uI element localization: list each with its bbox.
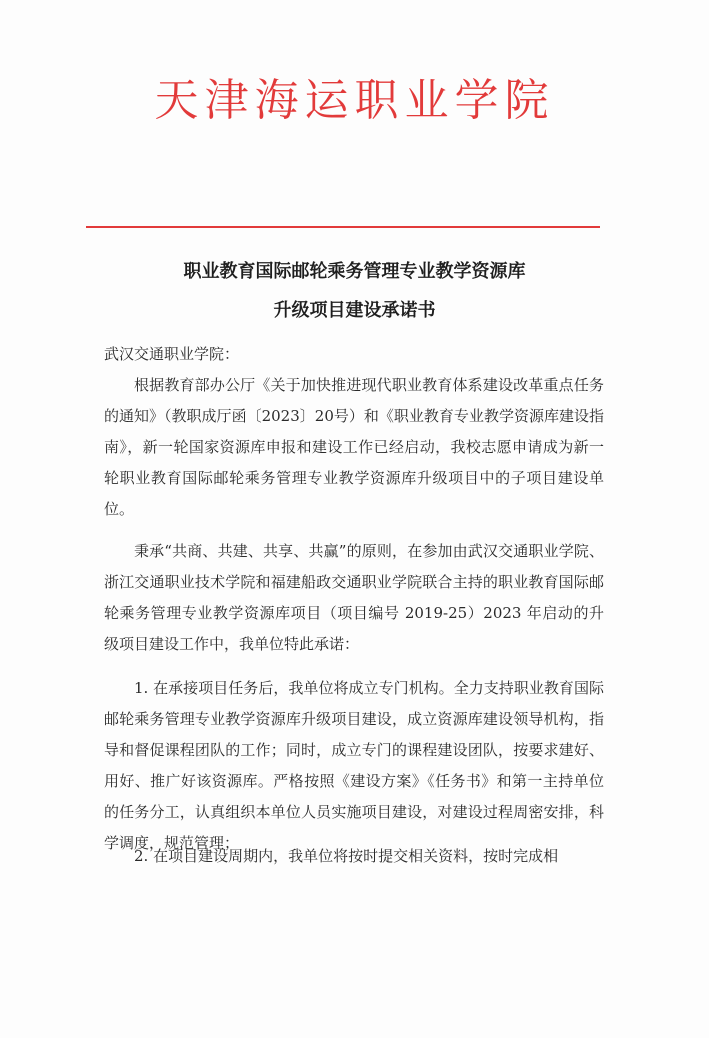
paragraph-commitment-1: 1. 在承接项目任务后，我单位将成立专门机构。全力支持职业教育国际邮轮乘务管理专业教学资源库升级项目建设，成立资源库建设领导机构，指导和督促课程团队的工作；同时，成立专门的课程建设团队，按要求建好、用好、推广好该资源库。严格按照《建设方案》《任务书》和第一主持单位的任务分工，认真组织本单位人员实施项目建设，对建设过程周密安排，科学调度，规范管理； [104,679,604,852]
paragraph-commitment-2: 2. 在项目建设周期内，我单位将按时提交相关资料，按时完成相 [134,847,559,865]
paragraph-background: 根据教育部办公厅《关于加快推进现代职业教育体系建设改革重点任务的通知》（教职成厅函〔2023〕20号）和《职业教育专业教学资源库建设指南》，新一轮国家资源库申报和建设工作已经启动，我校志愿申请成为新一轮职业教育国际邮轮乘务管理专业教学资源库升级项目中的子项目建设单位。 [104,376,604,518]
document-title-line1: 职业教育国际邮轮乘务管理专业教学资源库 [183,261,526,282]
document-title-line2: 升级项目建设承诺书 [273,300,436,321]
letterhead-red-rule [86,226,600,228]
paragraph-principle: 秉承“共商、共建、共享、共赢”的原则，在参加由武汉交通职业学院、浙江交通职业技术学院和福建船政交通职业学院联合主持的职业教育国际邮轮乘务管理专业教学资源库项目（项目编号 2019-25）2023 年启动的升级项目建设工作中，我单位特此承诺： [104,542,604,653]
addressee: 武汉交通职业学院： [104,345,240,363]
letterhead-org-name: 天津海运职业学院 [154,75,555,126]
